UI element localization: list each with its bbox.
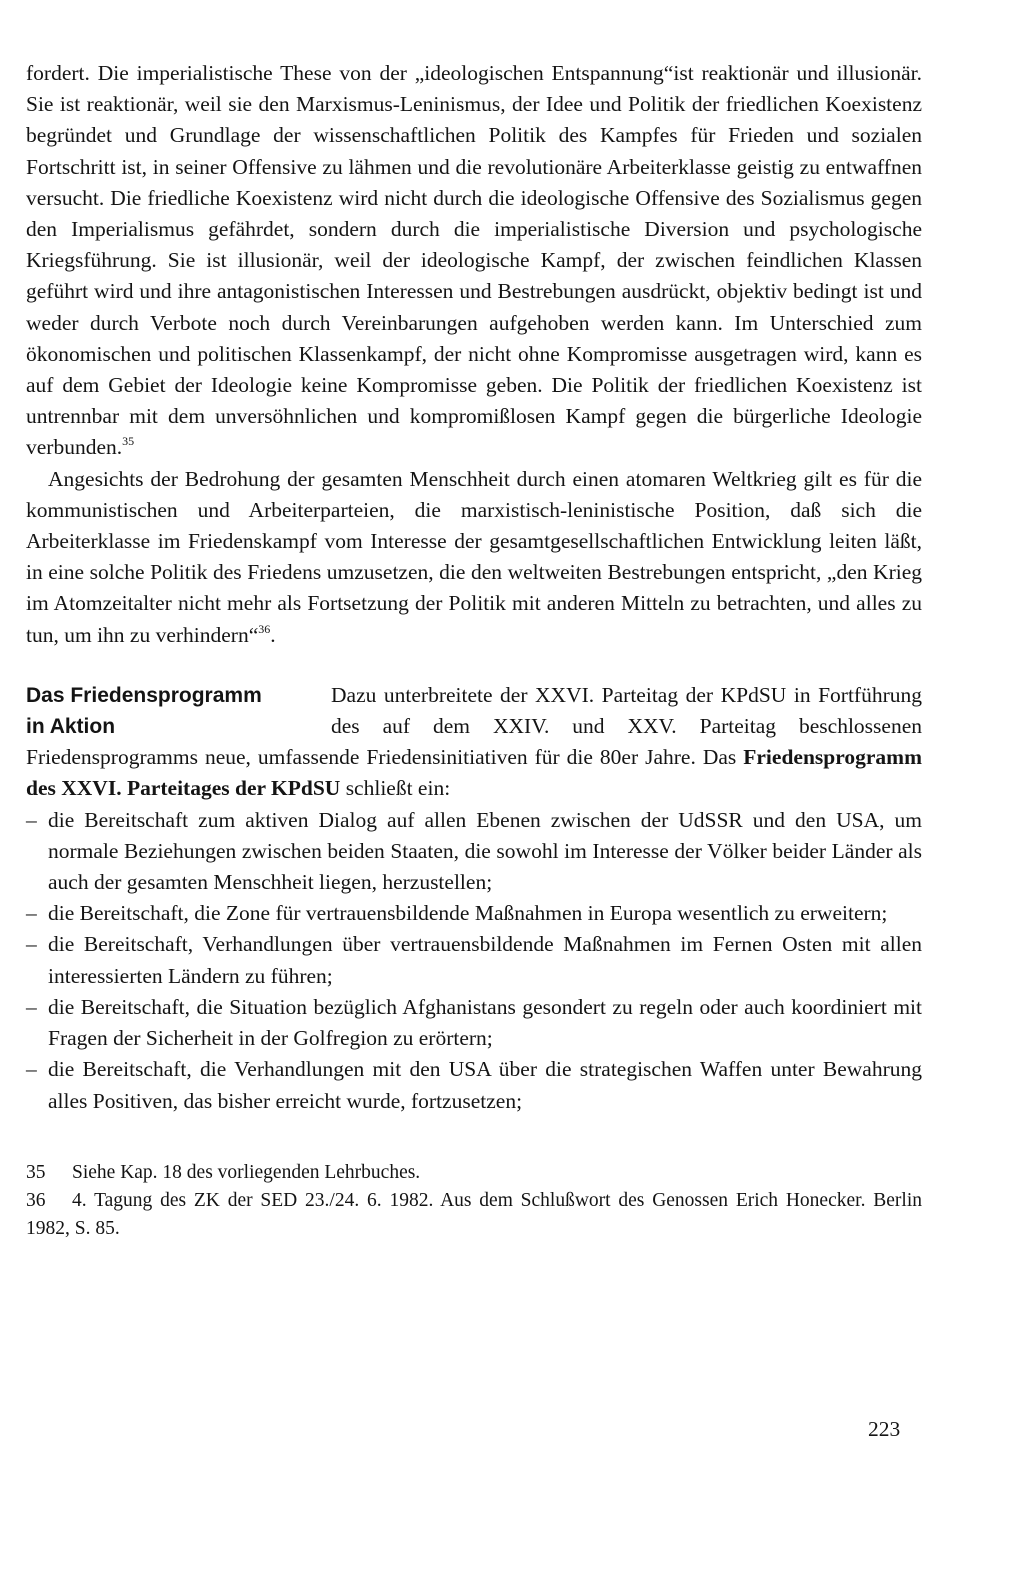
intro-bold-term: Friedensprogramm des XXVI. Parteitages der KPdSU [26, 745, 922, 801]
list-item [26, 929, 922, 991]
footnote-ref-35[interactable]: 35 [122, 434, 135, 449]
paragraph-ideological-struggle [26, 58, 922, 464]
list-dash: – [26, 932, 37, 957]
list-item-text: die Bereitschaft, Verhandlungen über vertrauensbildende Maßnahmen im Fernen Osten mit allen interessierten Ländern zu führen; [48, 932, 922, 988]
footnote-ref-36[interactable]: 36 [258, 621, 271, 636]
peace-program-list [26, 805, 922, 1117]
intro-text: Dazu unterbreitete der XXVI. Parteitag der KPdSU in Fortführung des auf dem XXIV. und XXV. Parteitag beschlossenen Friedensprogramms neue, umfassende Friedensinitiativen für die 80er Jahre. Das [26, 682, 922, 770]
list-item [26, 898, 922, 929]
footnote-36 [26, 1187, 922, 1243]
footnote-number: 35 [26, 1161, 46, 1183]
paragraph-nuclear-threat [26, 464, 922, 651]
section-heading-line-1: Das Friedensprogramm [26, 683, 262, 707]
section-heading-line-2: in Aktion [26, 715, 116, 739]
paragraph-end: . [270, 622, 276, 647]
page-number: 223 [868, 1417, 901, 1441]
paragraph-text: fordert. Die imperialistische These von der „ideologischen Entspannung“ist reaktionär und illusionär. Sie ist reaktionär, weil sie den Marxismus-Leninismus, der Idee und Politik der friedlichen Koexistenz begründet und Grundlage der wissenschaftlichen Politik des Kampfes für Frieden und sozialen Fortschritt ist, in seiner Offensive zu lähmen und die revolutionäre Arbeiterklasse geistig zu entwaffnen versucht. Die friedliche Koexistenz wird nicht durch die ideologische Offensive des Sozialismus gegen den Imperialismus gefährdet, sondern durch die imperialistische Diversion und psychologische Kriegsführung. Sie ist illusionär, weil der ideologische Kampf, der zwischen feindlichen Klassen geführt wird und ihre antagonistischen Interessen und Bestrebungen ausdrückt, objektiv bedingt ist und weder durch Verbote noch durch Vereinbarungen aufgehoben werden kann. Im Unterschied zum ökonomischen und politischen Klassenkampf, der nicht ohne Kompromisse ausgetragen wird, kann es auf dem Gebiet der Ideologie keine Kompromisse geben. Die Politik der friedlichen Koexistenz ist untrennbar mit dem unversöhnlichen und kompromißlosen Kampf gegen die bürgerliche Ideologie verbunden. [26, 61, 922, 460]
section-heading [26, 680, 326, 742]
list-item-text: die Bereitschaft, die Verhandlungen mit den USA über die strategischen Waffen unter Bewahrung alles Positiven, das bisher erreicht wurde, fortzusetzen; [48, 1057, 922, 1113]
list-item [26, 992, 922, 1054]
list-item-text: die Bereitschaft, die Situation bezüglich Afghanistans gesondert zu regeln oder auch koordiniert mit Fragen der Sicherheit in der Golfregion zu erörtern; [48, 994, 922, 1051]
list-item [26, 805, 922, 899]
footnote-35 [26, 1159, 922, 1187]
list-dash: – [26, 994, 37, 1019]
footnote-text: 4. Tagung des ZK der SED 23./24. 6. 1982. Aus dem Schlußwort des Genossen Erich Honecker. Berlin 1982, S. 85. [26, 1189, 922, 1239]
paragraph-text: Angesichts der Bedrohung der gesamten Menschheit durch einen atomaren Weltkrieg gilt es für die kommunistischen und Arbeiterparteien, die marxistisch-leninistische Position, daß sich die Arbeiterklasse im Friedenskampf vom Interesse der gesamtgesellschaftlichen Entwicklung leiten läßt, in eine solche Politik des Friedens umzusetzen, die den weltweiten Bestrebungen entspricht, „den Krieg im Atomzeitalter nicht mehr als Fortsetzung der Politik mit anderen Mitteln zu betrachten, und alles zu tun, um ihn zu verhindern“ [26, 466, 922, 647]
section-peace-program [26, 680, 922, 1117]
footnote-text: Siehe Kap. 18 des vorliegenden Lehrbuches. [72, 1161, 421, 1183]
list-dash: – [26, 1057, 37, 1082]
list-item-text: die Bereitschaft zum aktiven Dialog auf allen Ebenen zwischen der UdSSR und den USA, um normale Beziehungen zwischen beiden Staaten, die sowohl im Interesse der Völker beider Länder als auch der gesamten Menschheit liegen, herzustellen; [48, 807, 922, 895]
intro-text-end: schließt ein: [340, 776, 451, 801]
list-item [26, 1054, 922, 1116]
page-body [26, 58, 922, 1243]
list-dash: – [26, 807, 37, 832]
list-item-text: die Bereitschaft, die Zone für vertrauensbildende Maßnahmen in Europa wesentlich zu erweitern; [48, 901, 888, 926]
footnotes [26, 1159, 922, 1243]
list-dash: – [26, 901, 37, 926]
footnote-number: 36 [26, 1189, 46, 1211]
